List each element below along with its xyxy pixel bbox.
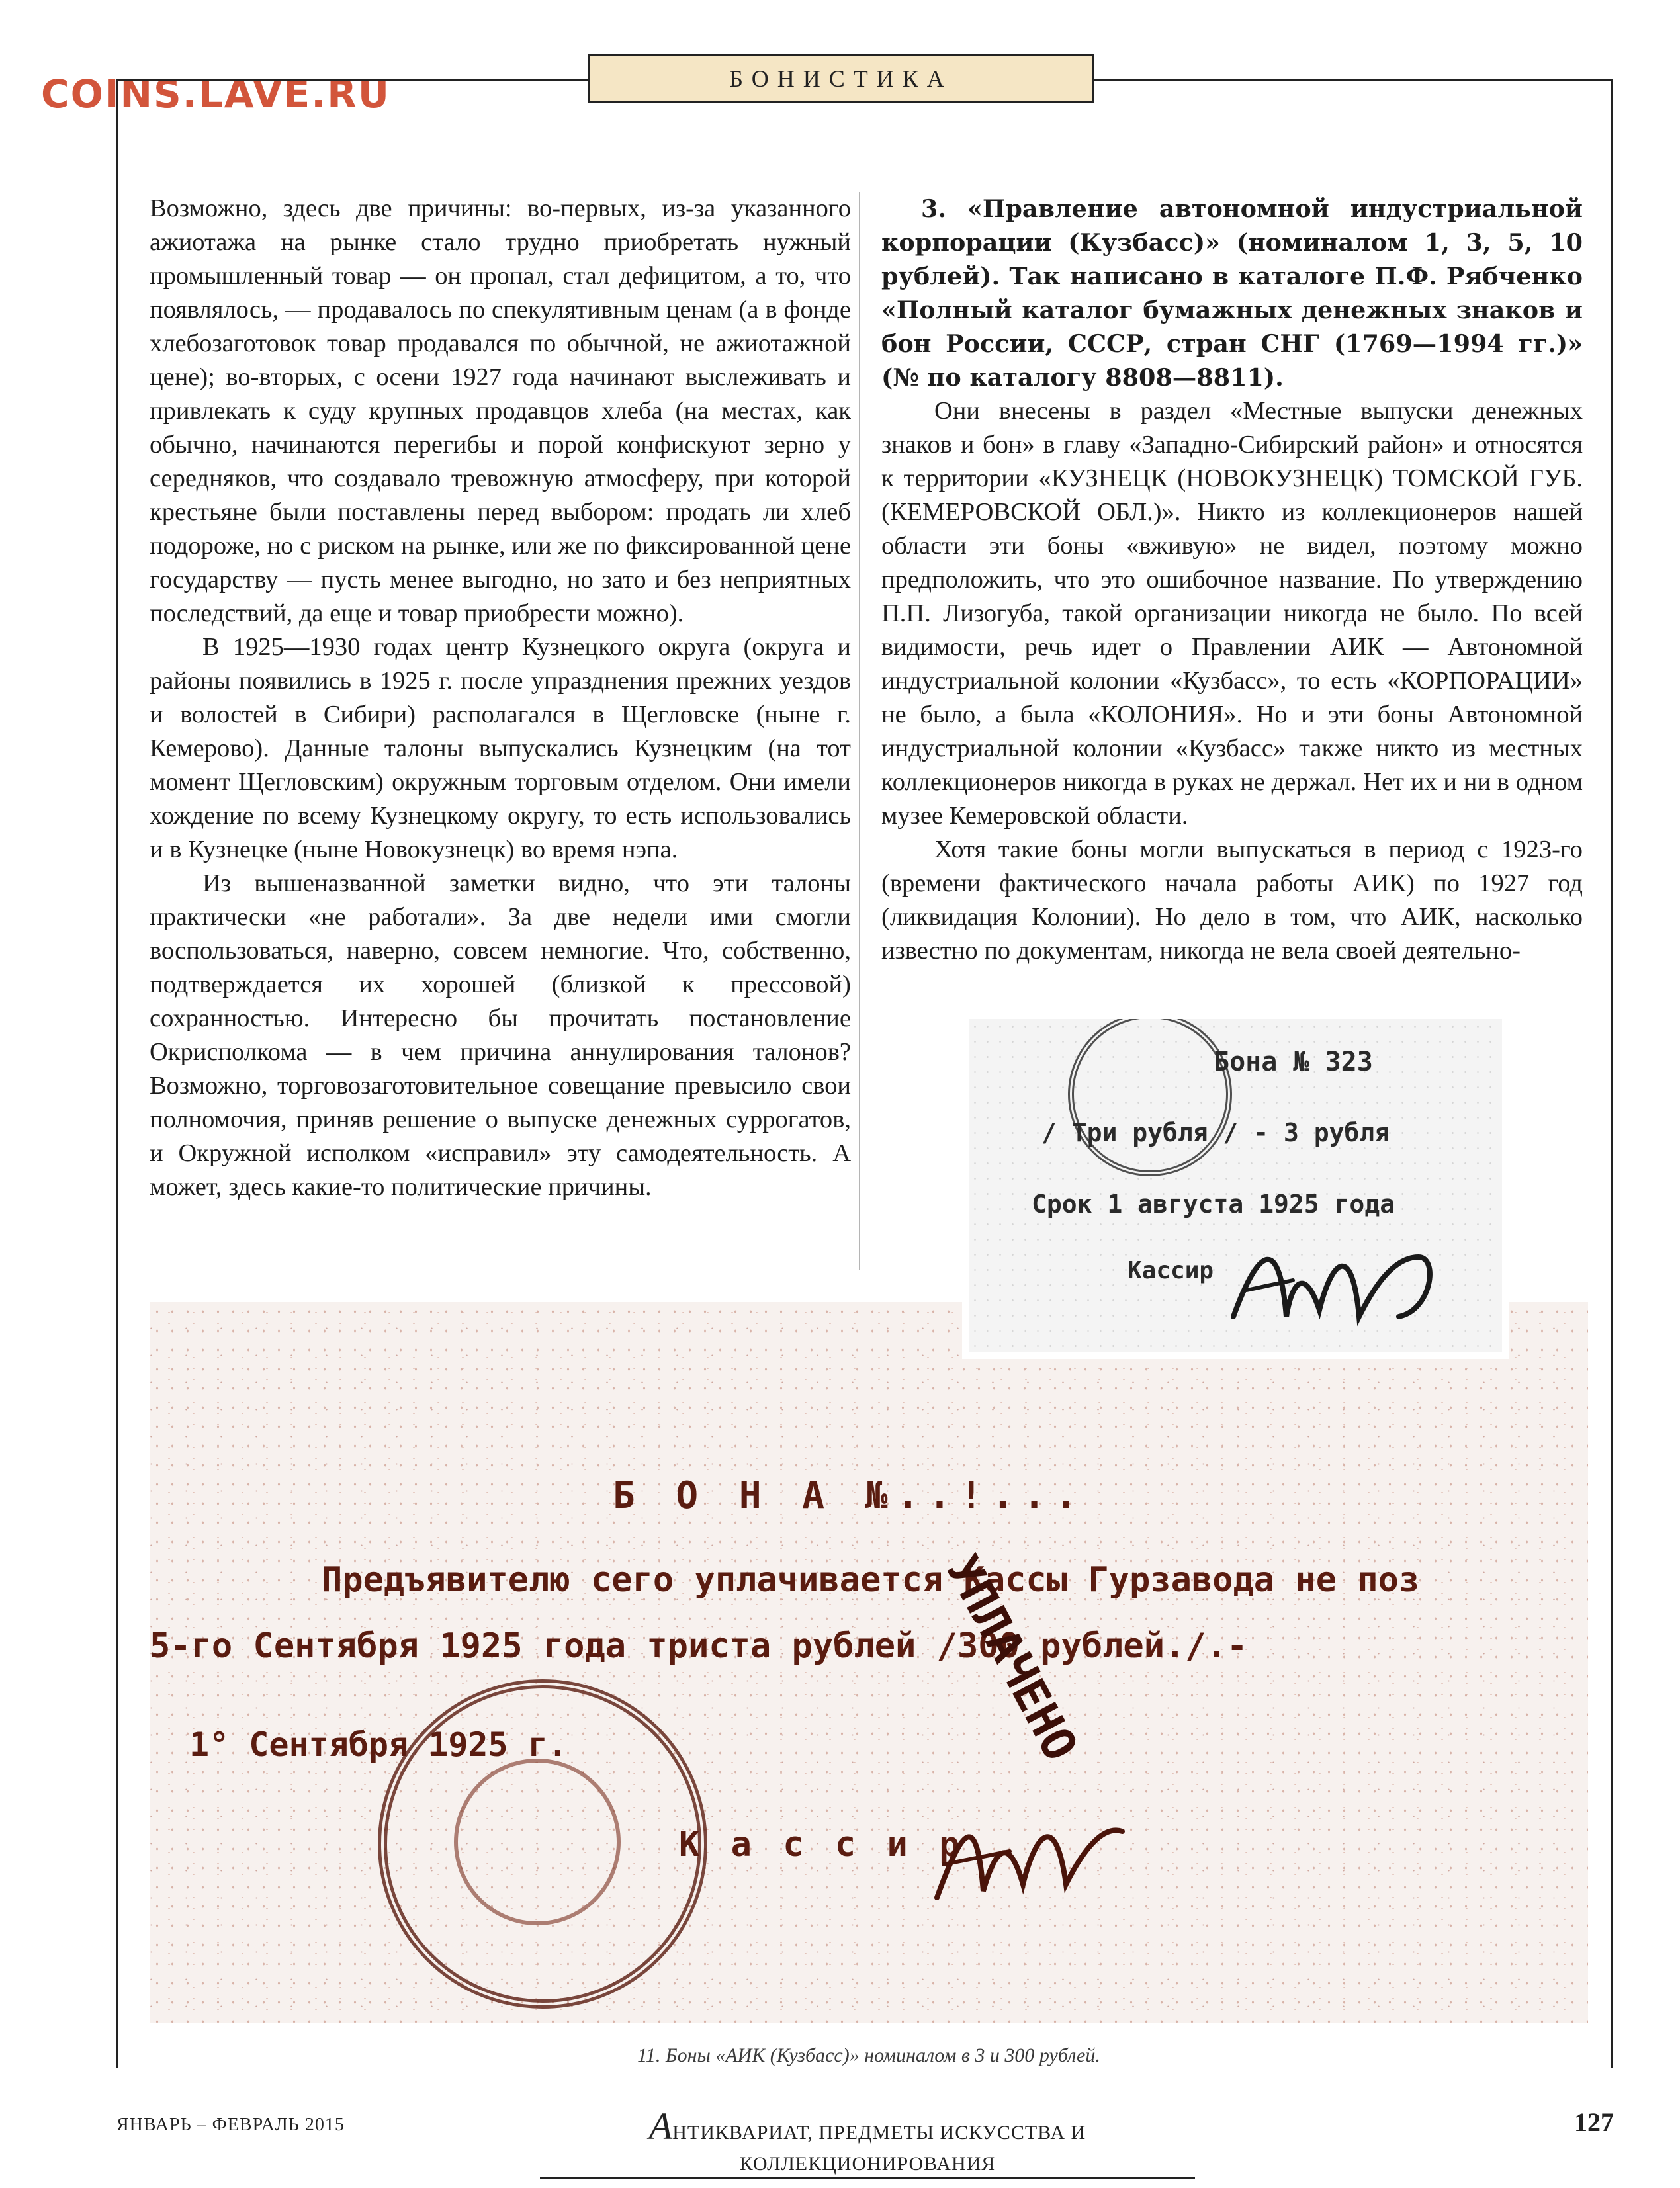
left-paragraph-3: Из вышеназванной заметки видно, что эти талоны практически «не работали». За две недели ими смогли воспользоваться, наверно, совсем немногие. Что, собственно, подтверждается их хорошей (близкой к прессовой) сохранностью. Интересно бы прочитать постановление Окрисполкома — в чем причина аннулирования талонов? Возможно, торговозаготовительное совещание превысило свои полномочия, приняв решение о выпуске денежных суррогатов, и Окружной исполком «исправил» эту самодеятельность. А может, здесь какие-то политические причины. [150,869,851,1201]
bon-payee-line: Предъявителю сего уплачивается Кассы Гурзавода не поз [322,1560,1420,1600]
page-number: 127 [1574,2107,1614,2137]
right-paragraph-1: Они внесены в раздел «Местные выпуски денежных знаков и бон» в главу «Западно-Сибирский район» и относятся к территории «КУЗНЕЦК (НОВОКУЗНЕЦК) ТОМСКОЙ ГУБ. (КЕМЕРОВСКОЙ ОБЛ.)». Никто из коллекционеров нашей области эти боны «вживую» не видел, поэтому можно предположить, что это ошибочное название. По утверждению П.П. Лизогуба, такой организации никогда не было. По всей видимости, речь идет о Правлении АИК — Автономной индустриальной колонии «Кузбасс», то есть «КОРПОРАЦИИ» не было, а была «КОЛОНИЯ». Но и эти боны Автономной индустриальной колонии «Кузбасс» также никто из местных коллекционеров никогда в руках не держал. Нет их и ни в одном музее Кемеровской области. [881,397,1583,830]
bon-amount-line: / Три рубля / - 3 рубля [1041,1118,1390,1147]
bon-issue-date-line: 1° Сентября 1925 г. [189,1726,568,1764]
section-title: БОНИСТИКА [588,54,1094,103]
bon-cashier-line: К а с с и р [679,1825,965,1864]
bon-cashier-line: Кассир [1127,1257,1214,1284]
bon-photo-300-rubles [150,1302,1588,2023]
magazine-title [540,2104,1195,2179]
column-divider [859,192,860,1270]
issue-date: ЯНВАРЬ – ФЕВРАЛЬ 2015 [116,2115,345,2135]
paid-stamp: УПЛАЧЕНО [935,1547,1088,1770]
watermark: COINS.LAVE.RU [41,71,391,116]
right-paragraph-2: Хотя такие боны могли выпускаться в период с 1923-го (времени фактического начала работы АИК) по 1927 год (ликвидация Колонии). Но дело в том, что АИК, насколько известно по документам, никогда не вела своей деятельно- [881,836,1583,965]
bon-number-line: Бона № 323 [1214,1047,1373,1077]
left-column [150,192,851,1204]
cashier-signature-large [924,1785,1135,1917]
magazine-initial: А [648,2105,673,2148]
figure-caption: 11. Боны «АИК (Кузбасс)» номиналом в 3 и 300 рублей. [637,2044,1100,2066]
cashier-signature-small [1220,1217,1458,1350]
colony-stamp-inner [454,1759,621,1925]
right-column [881,192,1583,968]
bon-title-line: Б О Н А №..!... [613,1474,1086,1517]
catalog-heading: 3. «Правление автономной индустриальной корпорации (Кузбасс)» (номиналом 1, 3, 5, 10 рублей). Так написано в каталоге П.Ф. Рябченко «Полный каталог бумажных денежных знаков и бон России, СССР, стран СНГ (1769—1994 гг.)» (№ по каталогу 8808—8811). [881,195,1583,392]
bon-photo-3-rubles [962,1012,1509,1359]
left-paragraph-1: Возможно, здесь две причины: во-первых, из-за указанного ажиотажа на рынке стало трудно приобретать нужный промышленный товар — он пропал, стал дефицитом, а то, что появлялось, — продавалось по спекулятивным ценам (а в фонде хлебозаготовок товар продавался по обычной, не ажиотажной цене); во-вторых, с осени 1927 года начинают выслеживать и привлекать к суду крупных продавцов хлеба (на местах, как обычно, начинаются перегибы и порой конфискуют зерно у середняков, что создавало тревожную атмосферу, при которой крестьяне были поставлены перед выбором: продать ли хлеб подороже, но с риском на рынке, или же по фиксированной цене государству — пусть менее выгодно, но зато и без неприятных последствий, да еще и товар приобрести можно). [150,195,851,627]
left-paragraph-2: В 1925—1930 годах центр Кузнецкого округа (округа и районы появились в 1925 г. после упразднения прежних уездов и волостей в Сибири) располагался в Щегловске (ныне г. Кемерово). Данные талоны выпускались Кузнецким (на тот момент Щегловским) окружным торговым отделом. Они имели хождение по всему Кузнецкому округу, то есть использовались и в Кузнецке (ныне Новокузнецк) во время нэпа. [150,633,851,863]
magazine-name: НТИКВАРИАТ, ПРЕДМЕТЫ ИСКУССТВА И КОЛЛЕКЦИОНИРОВАНИЯ [672,2122,1086,2175]
bon-date-amount-line: 5-го Сентября 1925 года триста рублей /300 рублей./.- [150,1626,1248,1666]
bon-term-line: Срок 1 августа 1925 года [1032,1190,1395,1219]
colony-stamp-small [1068,1012,1232,1176]
